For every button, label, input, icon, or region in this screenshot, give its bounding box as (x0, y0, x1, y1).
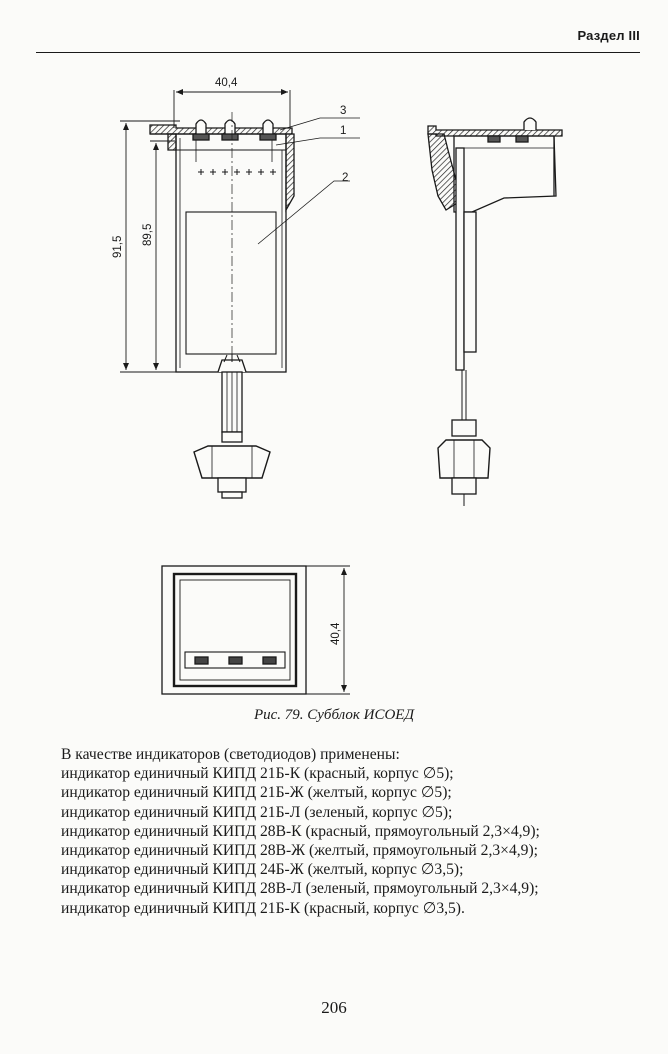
height-outer-dimension: 91,5 (112, 235, 124, 258)
paragraph-intro: В качестве индикаторов (светодиодов) применены: (61, 746, 400, 763)
body-text (32, 745, 644, 918)
page-number: 206 (321, 998, 347, 1017)
section-header: Раздел III (577, 28, 640, 43)
list-item: индикатор единичный КИПД 21Б-К (красный, корпус ∅5); (61, 765, 454, 783)
list-item: индикатор единичный КИПД 28В-К (красный, прямоугольный 2,3×4,9); (61, 822, 540, 840)
list-item: индикатор единичный КИПД 21Б-Ж (желтый, корпус ∅5); (61, 784, 452, 802)
width-front-dimension: 40,4 (330, 622, 342, 645)
list-item: индикатор единичный КИПД 28В-Ж (желтый, прямоугольный 2,3×4,9); (61, 842, 538, 860)
list-item: индикатор единичный КИПД 21Б-Л (зеленый, корпус ∅5); (61, 803, 453, 821)
callout-3: 3 (340, 105, 347, 117)
front-panel-view (162, 566, 350, 694)
width-top-dimension: 40,4 (215, 77, 238, 89)
side-view (428, 118, 562, 506)
figure-caption: Рис. 79. Субблок ИСОЕД (253, 707, 415, 723)
list-item: индикатор единичный КИПД 24Б-Ж (желтый, корпус ∅3,5); (61, 861, 464, 879)
list-item: индикатор единичный КИПД 21Б-К (красный, корпус ∅3,5). (61, 899, 465, 917)
callout-2: 2 (342, 172, 349, 184)
front-section-view (120, 90, 360, 498)
list-item: индикатор единичный КИПД 28В-Л (зеленый, прямоугольный 2,3×4,9); (61, 880, 539, 898)
callout-1: 1 (340, 125, 347, 137)
height-inner-dimension: 89,5 (142, 223, 154, 246)
